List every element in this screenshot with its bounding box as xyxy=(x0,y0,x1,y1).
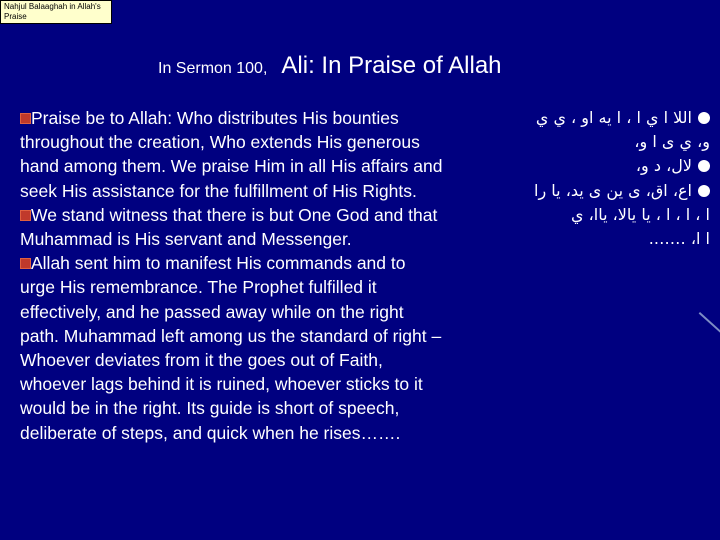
paragraph-text: Praise be to Allah: Who distributes His bounties throughout the creation, Who extends His generous hand among them. We praise Him in all His affairs and seek His assistance for the fulfillment of His Rights. xyxy=(20,108,443,201)
arabic-text: ا ، ا ، ا ، يا يالا، ياا، ي xyxy=(570,204,710,224)
arabic-text: ا ا، ……. xyxy=(648,229,710,249)
english-text-column xyxy=(20,106,444,445)
english-paragraph-3 xyxy=(20,251,444,445)
arabic-line-3 xyxy=(455,154,710,178)
slide-title xyxy=(158,52,502,80)
arabic-line-5 xyxy=(455,203,710,227)
english-paragraph-2 xyxy=(20,203,444,251)
arabic-text: اللا ا ي ا ، ا يه او ، ي ي xyxy=(535,108,692,127)
arabic-line-2 xyxy=(455,130,710,154)
arabic-line-1 xyxy=(455,106,710,130)
arabic-line-4 xyxy=(455,179,710,203)
decorative-line xyxy=(699,312,720,334)
round-bullet-icon xyxy=(698,112,710,124)
page-title: Ali: In Praise of Allah xyxy=(281,52,502,79)
paragraph-text: We stand witness that there is but One God and that Muhammad is His servant and Messenger. xyxy=(20,204,438,250)
arabic-text: اع، اق، ى ين ى يد، يا را xyxy=(534,180,692,200)
corner-tag: Nahjul Balaaghah in Allah's Praise xyxy=(0,0,112,24)
sermon-reference: In Sermon 100, xyxy=(158,60,268,77)
english-paragraph-1 xyxy=(20,106,444,203)
square-bullet-icon xyxy=(20,258,31,269)
round-bullet-icon xyxy=(698,185,710,197)
square-bullet-icon xyxy=(20,113,31,124)
round-bullet-icon xyxy=(698,160,710,172)
arabic-text: لال، د و، xyxy=(635,156,692,176)
arabic-text-column xyxy=(455,106,710,251)
square-bullet-icon xyxy=(20,210,31,221)
arabic-text: و، ي ى ا و، xyxy=(634,132,710,152)
arabic-line-6 xyxy=(455,227,710,251)
paragraph-text: Allah sent him to manifest His commands and to urge His remembrance. The Prophet fulfilled it effectively, and he passed away while on the right path. Muhammad left among us the standard of right –Whoever deviates from it the goes out of Faith, whoever lags behind it is ruined, whoever sticks to it would be in the right. Its guide is short of speech, deliberate of steps, and quick when he rises……. xyxy=(20,253,442,443)
